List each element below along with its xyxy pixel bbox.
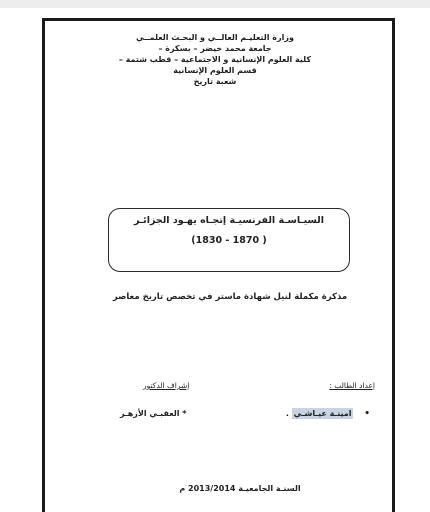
thesis-title: السيـاسـة الفرنسيـة إتجـاه يهـود الجزائـر [133,215,325,226]
faculty-line: كلية العلوم الإنسانية و الاجتماعية – قطب شتمة – [118,55,312,64]
bullet-icon: • [364,409,370,419]
student-name: امينـة عيـاشـي [293,409,352,418]
university-line: جامعة محمد خيضر – بسكرة – [158,44,272,53]
academic-year: السنـة الجامعيـة 2013/2014 م [179,484,301,493]
student-entry [286,409,370,419]
supervisor-name: * العقبـي الأزهـر [120,409,187,418]
institution-header [60,32,370,87]
supervisor-label: إشراف الدكتور [143,381,190,390]
top-strip [0,0,430,8]
student-name-suffix: . [285,409,289,418]
department-line: قسم العلوم الإنسانية [173,66,257,75]
thesis-title-box [108,208,350,272]
ministry-line: وزارة التعليـم العالــي و البحـث العلمــي [136,33,294,42]
student-label: إعداد الطالب : [329,381,375,390]
branch-line: شعبة تاريخ [193,77,237,86]
memo-description: مذكرة مكملة لنيل شهادة ماستر في تخصص تاريخ معاصر [112,292,348,302]
thesis-years: (1830 - 1870 ) [191,235,267,246]
